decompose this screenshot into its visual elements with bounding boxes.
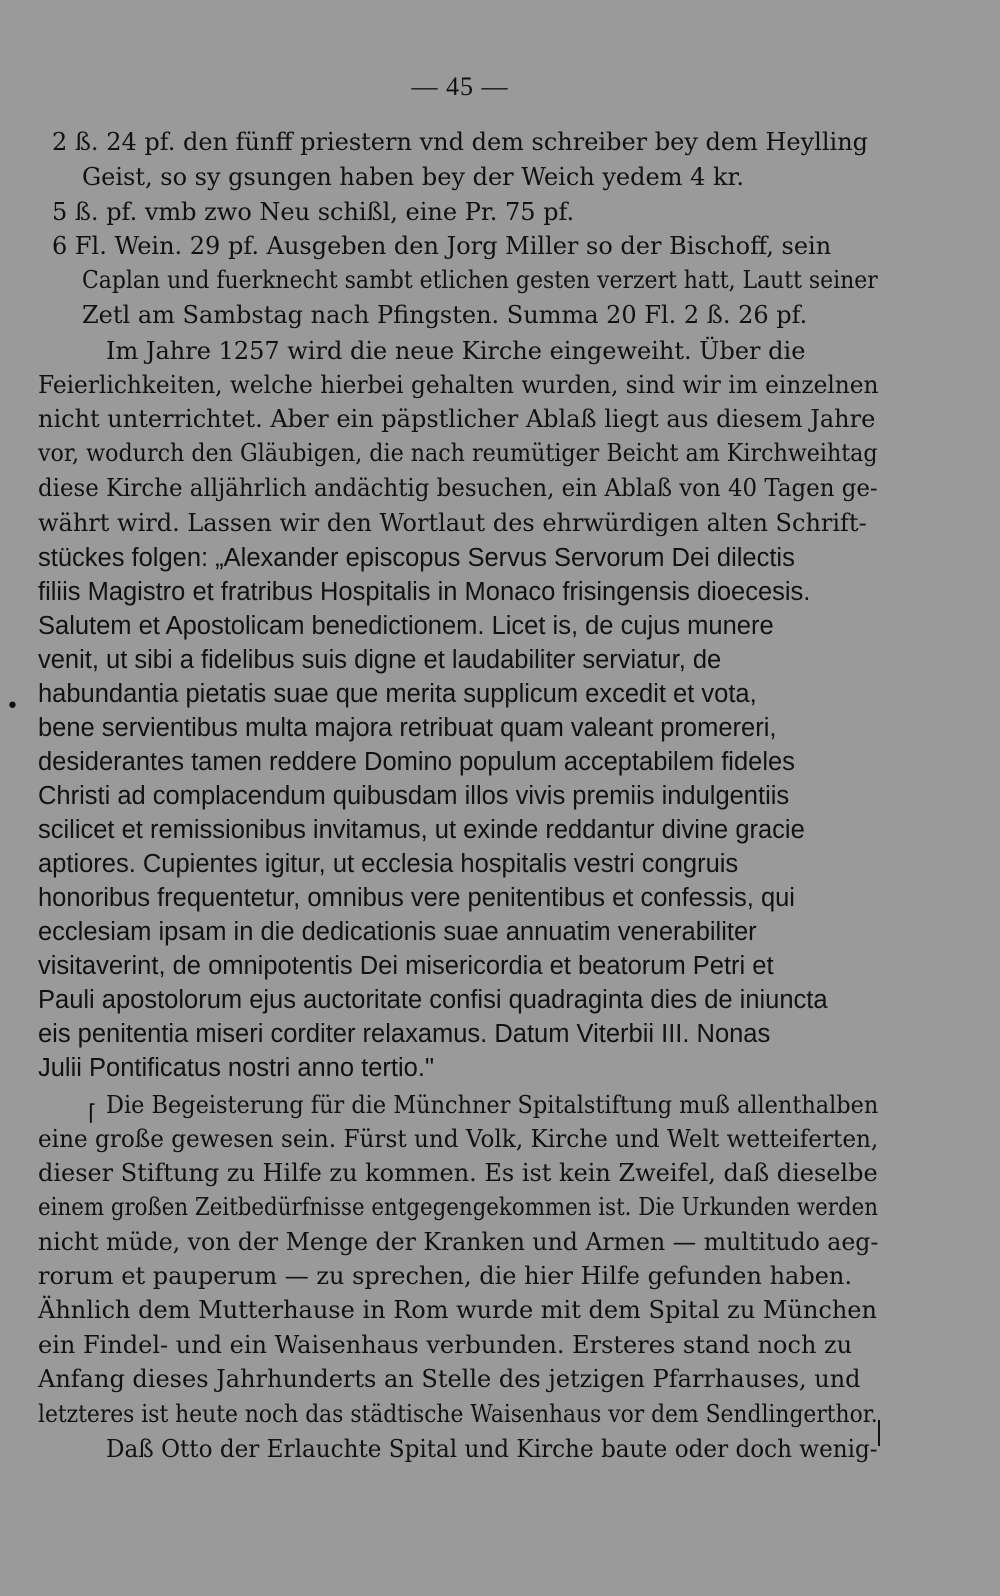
text-line: venit, ut sibi a fidelibus suis digne et laudabiliter serviatur, de bbox=[38, 646, 722, 674]
text-line: dieser Stiftung zu Hilfe zu kommen. Es ist kein Zweifel, daß dieselbe bbox=[38, 1159, 878, 1187]
text-line: nicht müde, von der Menge der Kranken und Armen — multitudo aeg- bbox=[38, 1228, 879, 1256]
text-line: habundantia pietatis suae que merita supplicum excedit et vota, bbox=[38, 680, 757, 708]
text-line: ecclesiam ipsam in die dedicationis suae annuatim venerabiliter bbox=[38, 918, 757, 946]
text-line: Feierlichkeiten, welche hierbei gehalten wurden, sind wir im einzelnen bbox=[38, 371, 879, 399]
text-line: eine große gewesen sein. Fürst und Volk, Kirche und Welt wetteiferten, bbox=[38, 1125, 879, 1153]
text-line: nicht unterrichtet. Aber ein päpstlicher Ablaß liegt aus diesem Jahre bbox=[38, 405, 876, 433]
text-line: Christi ad complacendum quibusdam illos vivis premiis indulgentiis bbox=[38, 782, 790, 810]
text-line: visitaverint, de omnipotentis Dei misericordia et beatorum Petri et bbox=[38, 952, 774, 980]
text-line: 5 ß. pf. vmb zwo Neu schißl, eine Pr. 75 pf. bbox=[52, 198, 575, 226]
text-line: eis penitentia miseri corditer relaxamus. Datum Viterbii III. Nonas bbox=[38, 1020, 771, 1048]
text-line: Julii Pontificatus nostri anno tertio." bbox=[38, 1054, 434, 1082]
margin-bracket-mark: ⌈ bbox=[88, 1100, 97, 1125]
margin-dot: • bbox=[6, 694, 19, 719]
text-line: vor, wodurch den Gläubigen, die nach reumütiger Beicht am Kirchweihtag bbox=[38, 439, 878, 467]
text-line: rorum et pauperum — zu sprechen, die hier Hilfe gefunden haben. bbox=[38, 1262, 852, 1290]
text-line: Daß Otto der Erlauchte Spital und Kirche baute oder doch wenig- bbox=[106, 1435, 878, 1463]
text-line: Im Jahre 1257 wird die neue Kirche eingeweiht. Über die bbox=[106, 337, 806, 365]
text-line: Pauli apostolorum ejus auctoritate confisi quadraginta dies de iniuncta bbox=[38, 986, 828, 1014]
text-line: Zetl am Sambstag nach Pfingsten. Summa 20 Fl. 2 ß. 26 pf. bbox=[82, 301, 808, 329]
text-line: Geist, so sy gsungen haben bey der Weich yedem 4 kr. bbox=[82, 163, 744, 191]
text-line: Ähnlich dem Mutterhause in Rom wurde mit dem Spital zu München bbox=[38, 1296, 877, 1324]
text-line: 6 Fl. Wein. 29 pf. Ausgeben den Jorg Miller so der Bischoff, sein bbox=[52, 232, 832, 260]
text-line: währt wird. Lassen wir den Wortlaut des ehrwürdigen alten Schrift- bbox=[38, 509, 867, 537]
text-line: 2 ß. 24 pf. den fünff priestern vnd dem schreiber bey dem Heylling bbox=[52, 128, 869, 156]
text-line: diese Kirche alljährlich andächtig besuchen, ein Ablaß von 40 Tagen ge- bbox=[38, 474, 878, 502]
text-line: aptiores. Cupientes igitur, ut ecclesia hospitalis vestri congruis bbox=[38, 850, 739, 878]
text-line: desiderantes tamen reddere Domino populum acceptabilem fideles bbox=[38, 748, 795, 776]
text-line: Anfang dieses Jahrhunderts an Stelle des jetzigen Pfarrhauses, und bbox=[38, 1365, 861, 1393]
text-line: einem großen Zeitbedürfnisse entgegengekommen ist. Die Urkunden werden bbox=[38, 1193, 879, 1221]
text-line: filiis Magistro et fratribus Hospitalis in Monaco frisingensis dioecesis. bbox=[38, 578, 811, 606]
margin-bracket-end bbox=[878, 1420, 883, 1446]
text-line: Caplan und fuerknecht sambt etlichen gesten verzert hatt, Lautt seiner bbox=[82, 266, 878, 294]
page-number: — 45 — bbox=[411, 72, 509, 101]
text-line: bene servientibus multa majora retribuat quam valeant promereri, bbox=[38, 714, 777, 742]
text-line: scilicet et remissionibus invitamus, ut exinde reddantur divine gracie bbox=[38, 816, 805, 844]
text-line: ein Findel- und ein Waisenhaus verbunden. Ersteres stand noch zu bbox=[38, 1331, 853, 1359]
text-line: Die Begeisterung für die Münchner Spitalstiftung muß allenthalben bbox=[106, 1091, 879, 1119]
text-line: letzteres ist heute noch das städtische Waisenhaus vor dem Sendlingerthor. bbox=[38, 1400, 878, 1428]
text-line: Salutem et Apostolicam benedictionem. Licet is, de cujus munere bbox=[38, 612, 774, 640]
text-line: honoribus frequentetur, omnibus vere penitentibus et confessis, qui bbox=[38, 884, 795, 912]
text-line: stückes folgen: „Alexander episcopus Servus Servorum Dei dilectis bbox=[38, 544, 795, 572]
